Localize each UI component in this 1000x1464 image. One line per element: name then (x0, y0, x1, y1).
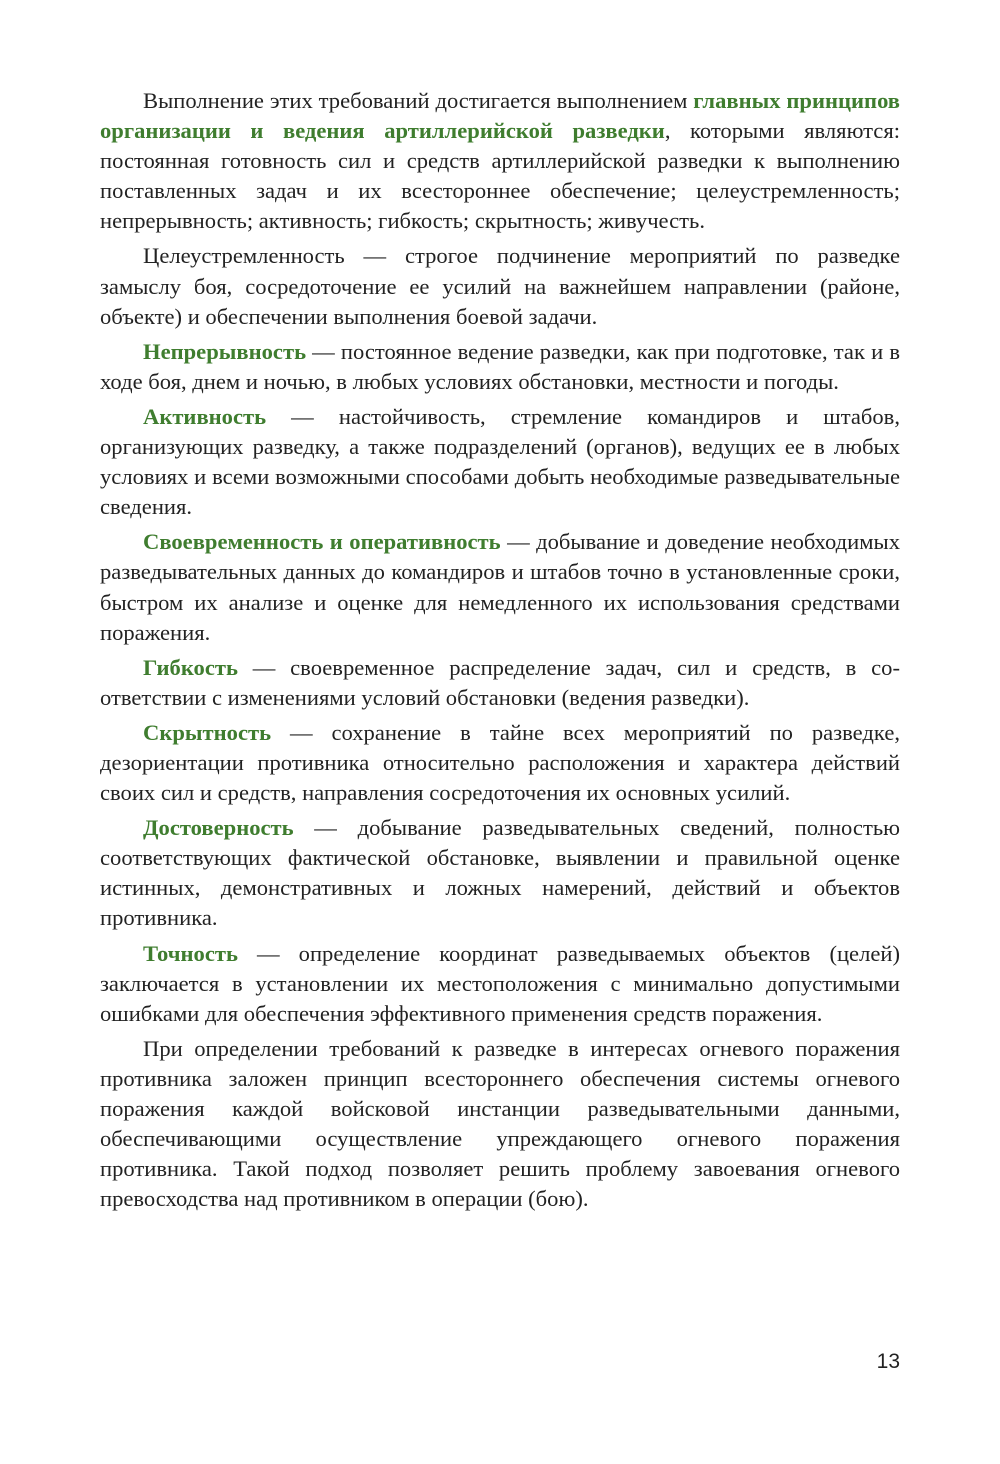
paragraph-flexibility (100, 653, 900, 713)
paragraph-activity (100, 402, 900, 522)
term-timeliness: Своевременность и оперативность (143, 529, 501, 555)
paragraph-text: Целеустремленность — строгое подчинение мероприятий по разведке замыслу боя, сосредоточение ее усилий на важнейшем направлении (районе, объекте) и обеспечении выполнения боевой задачи. (100, 243, 900, 329)
term-secrecy: Скрытность (143, 719, 272, 745)
term-activity: Активность (143, 403, 267, 429)
term-flexibility: Гибкость (143, 654, 238, 680)
paragraph-accuracy (100, 939, 900, 1029)
paragraph-principles-intro (100, 86, 900, 236)
paragraph-text: — своевременное распределение задач, сил и средств, в соответствии с изменениями условий обстановки (ведения разведки). (100, 654, 900, 710)
paragraph-continuity (100, 337, 900, 397)
paragraph-text: — постоянное ведение разведки, как при подготовке, так и в ходе боя, днем и ночью, в любых условиях обстановки, местности и погоды. (100, 338, 900, 394)
term-continuity: Непрерывность (143, 338, 307, 364)
paragraph-secrecy (100, 718, 900, 808)
paragraph-text: Выполнение этих требований достигается выполнением (143, 88, 694, 113)
term-accuracy: Точность (143, 940, 238, 966)
paragraph-text: — сохранение в тайне всех мероприятий по разведке, дезориентации противника относительно расположения и характера действий своих сил и средств, направления сосредоточения их основных усилий. (100, 719, 900, 806)
term-reliability: Достоверность (143, 815, 294, 841)
paragraph-text: — определение координат разведываемых объектов (целей) заключается в установлении их местоположения с минимально допустимыми ошибками для обеспечения эффективного применения средств поражения. (100, 940, 900, 1026)
paragraph-text: При определении требований к разведке в интересах огневого поражения противника заложен принцип всестороннего обеспечения системы огневого поражения каждой войсковой инстанции разведывательными данными, обеспечивающими осуществление упреждающего огневого поражения противника. Такой подход позволяет решить проблему завоевания огневого превосходства над противником в операции (бою). (100, 1035, 900, 1212)
paragraph-purposefulness (100, 241, 900, 331)
page-number: 13 (876, 1350, 900, 1373)
paragraph-conclusion (100, 1034, 900, 1215)
paragraph-text: — добывание и доведение необходимых разведывательных данных до командиров и штабов точно в установленные сроки, быстром их анализе и оценке для немедленного их использования средствами поражения. (100, 529, 900, 645)
paragraph-text: , которыми являются: постоянная готовность сил и средств артиллерийской разведки к выполнению поставленных задач и их всестороннее обеспечение; целеустремленность; непрерывность; активность; гибкость; скрытность; живучесть. (100, 118, 901, 234)
page-body (100, 86, 900, 1219)
term-main-principles: главных принципов организации и ведения артиллерийской разведки (100, 88, 901, 144)
paragraph-reliability (100, 813, 900, 933)
paragraph-text: — добывание разведывательных сведений, полностью соответствующих фактической обстановке, выявлении и правильной оценке истинных, демонстративных и ложных намерений, действий и объектов противника. (100, 815, 900, 931)
paragraph-text: — настойчивость, стремление командиров и штабов, организующих разведку, а также подразделений (органов), ведущих ее в любых условиях и всеми возможными способами добыть необходимые разведывательные сведения. (100, 403, 900, 520)
paragraph-timeliness (100, 527, 900, 647)
